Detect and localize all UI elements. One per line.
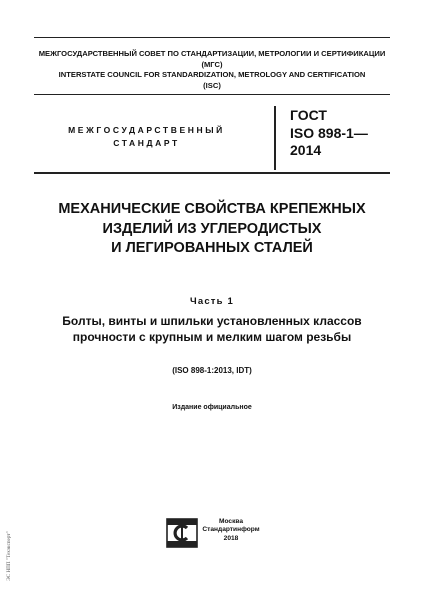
standard-type-line1: МЕЖГОСУДАРСТВЕННЫЙ bbox=[68, 125, 225, 135]
document-subtitle bbox=[34, 314, 390, 345]
designation-line3: 2014 bbox=[290, 142, 322, 158]
council-name-en: INTERSTATE COUNCIL FOR STANDARDIZATION, METROLOGY AND CERTIFICATION bbox=[58, 70, 366, 80]
side-stamp bbox=[4, 516, 14, 596]
document-title bbox=[34, 200, 390, 259]
iso-reference: (ISO 898-1:2013, IDT) bbox=[172, 366, 252, 375]
designation-line1: ГОСТ bbox=[290, 107, 327, 123]
standard-type-line2: СТАНДАРТ bbox=[113, 138, 180, 148]
council-name-ru: МЕЖГОСУДАРСТВЕННЫЙ СОВЕТ ПО СТАНДАРТИЗАЦИИ, МЕТРОЛОГИИ И СЕРТИФИКАЦИИ bbox=[38, 49, 386, 58]
designation-line2: ISO 898-1— bbox=[290, 124, 368, 141]
title-line2: ИЗДЕЛИЙ ИЗ УГЛЕРОДИСТЫХ bbox=[102, 220, 322, 237]
standartinform-logo-icon bbox=[166, 518, 198, 548]
standard-designation bbox=[290, 107, 368, 160]
council-abbr-ru: (МГС) bbox=[201, 59, 223, 69]
subtitle-line2: прочности с крупным и мелким шагом резьбы bbox=[72, 329, 352, 344]
publisher-block bbox=[200, 518, 262, 543]
publisher-year: 2018 bbox=[223, 534, 239, 542]
title-line3: И ЛЕГИРОВАННЫХ СТАЛЕЙ bbox=[111, 240, 313, 256]
title-line1: МЕХАНИЧЕСКИЕ СВОЙСТВА КРЕПЕЖНЫХ bbox=[58, 201, 366, 217]
edition-label: Издание официальное bbox=[172, 404, 252, 411]
publisher-city: Москва bbox=[218, 518, 244, 525]
council-header bbox=[34, 37, 390, 95]
subtitle-line1: Болты, винты и шпильки установленных классов bbox=[62, 314, 362, 328]
horizontal-rule bbox=[34, 172, 390, 174]
publisher-name: Стандартинформ bbox=[202, 526, 260, 534]
side-stamp-text: ЭС НПП "Техэксперт" bbox=[6, 531, 12, 581]
part-label: Часть 1 bbox=[189, 296, 235, 307]
standard-type bbox=[34, 124, 259, 150]
vertical-divider bbox=[274, 106, 276, 170]
council-abbr-en: (ISC) bbox=[203, 80, 221, 90]
